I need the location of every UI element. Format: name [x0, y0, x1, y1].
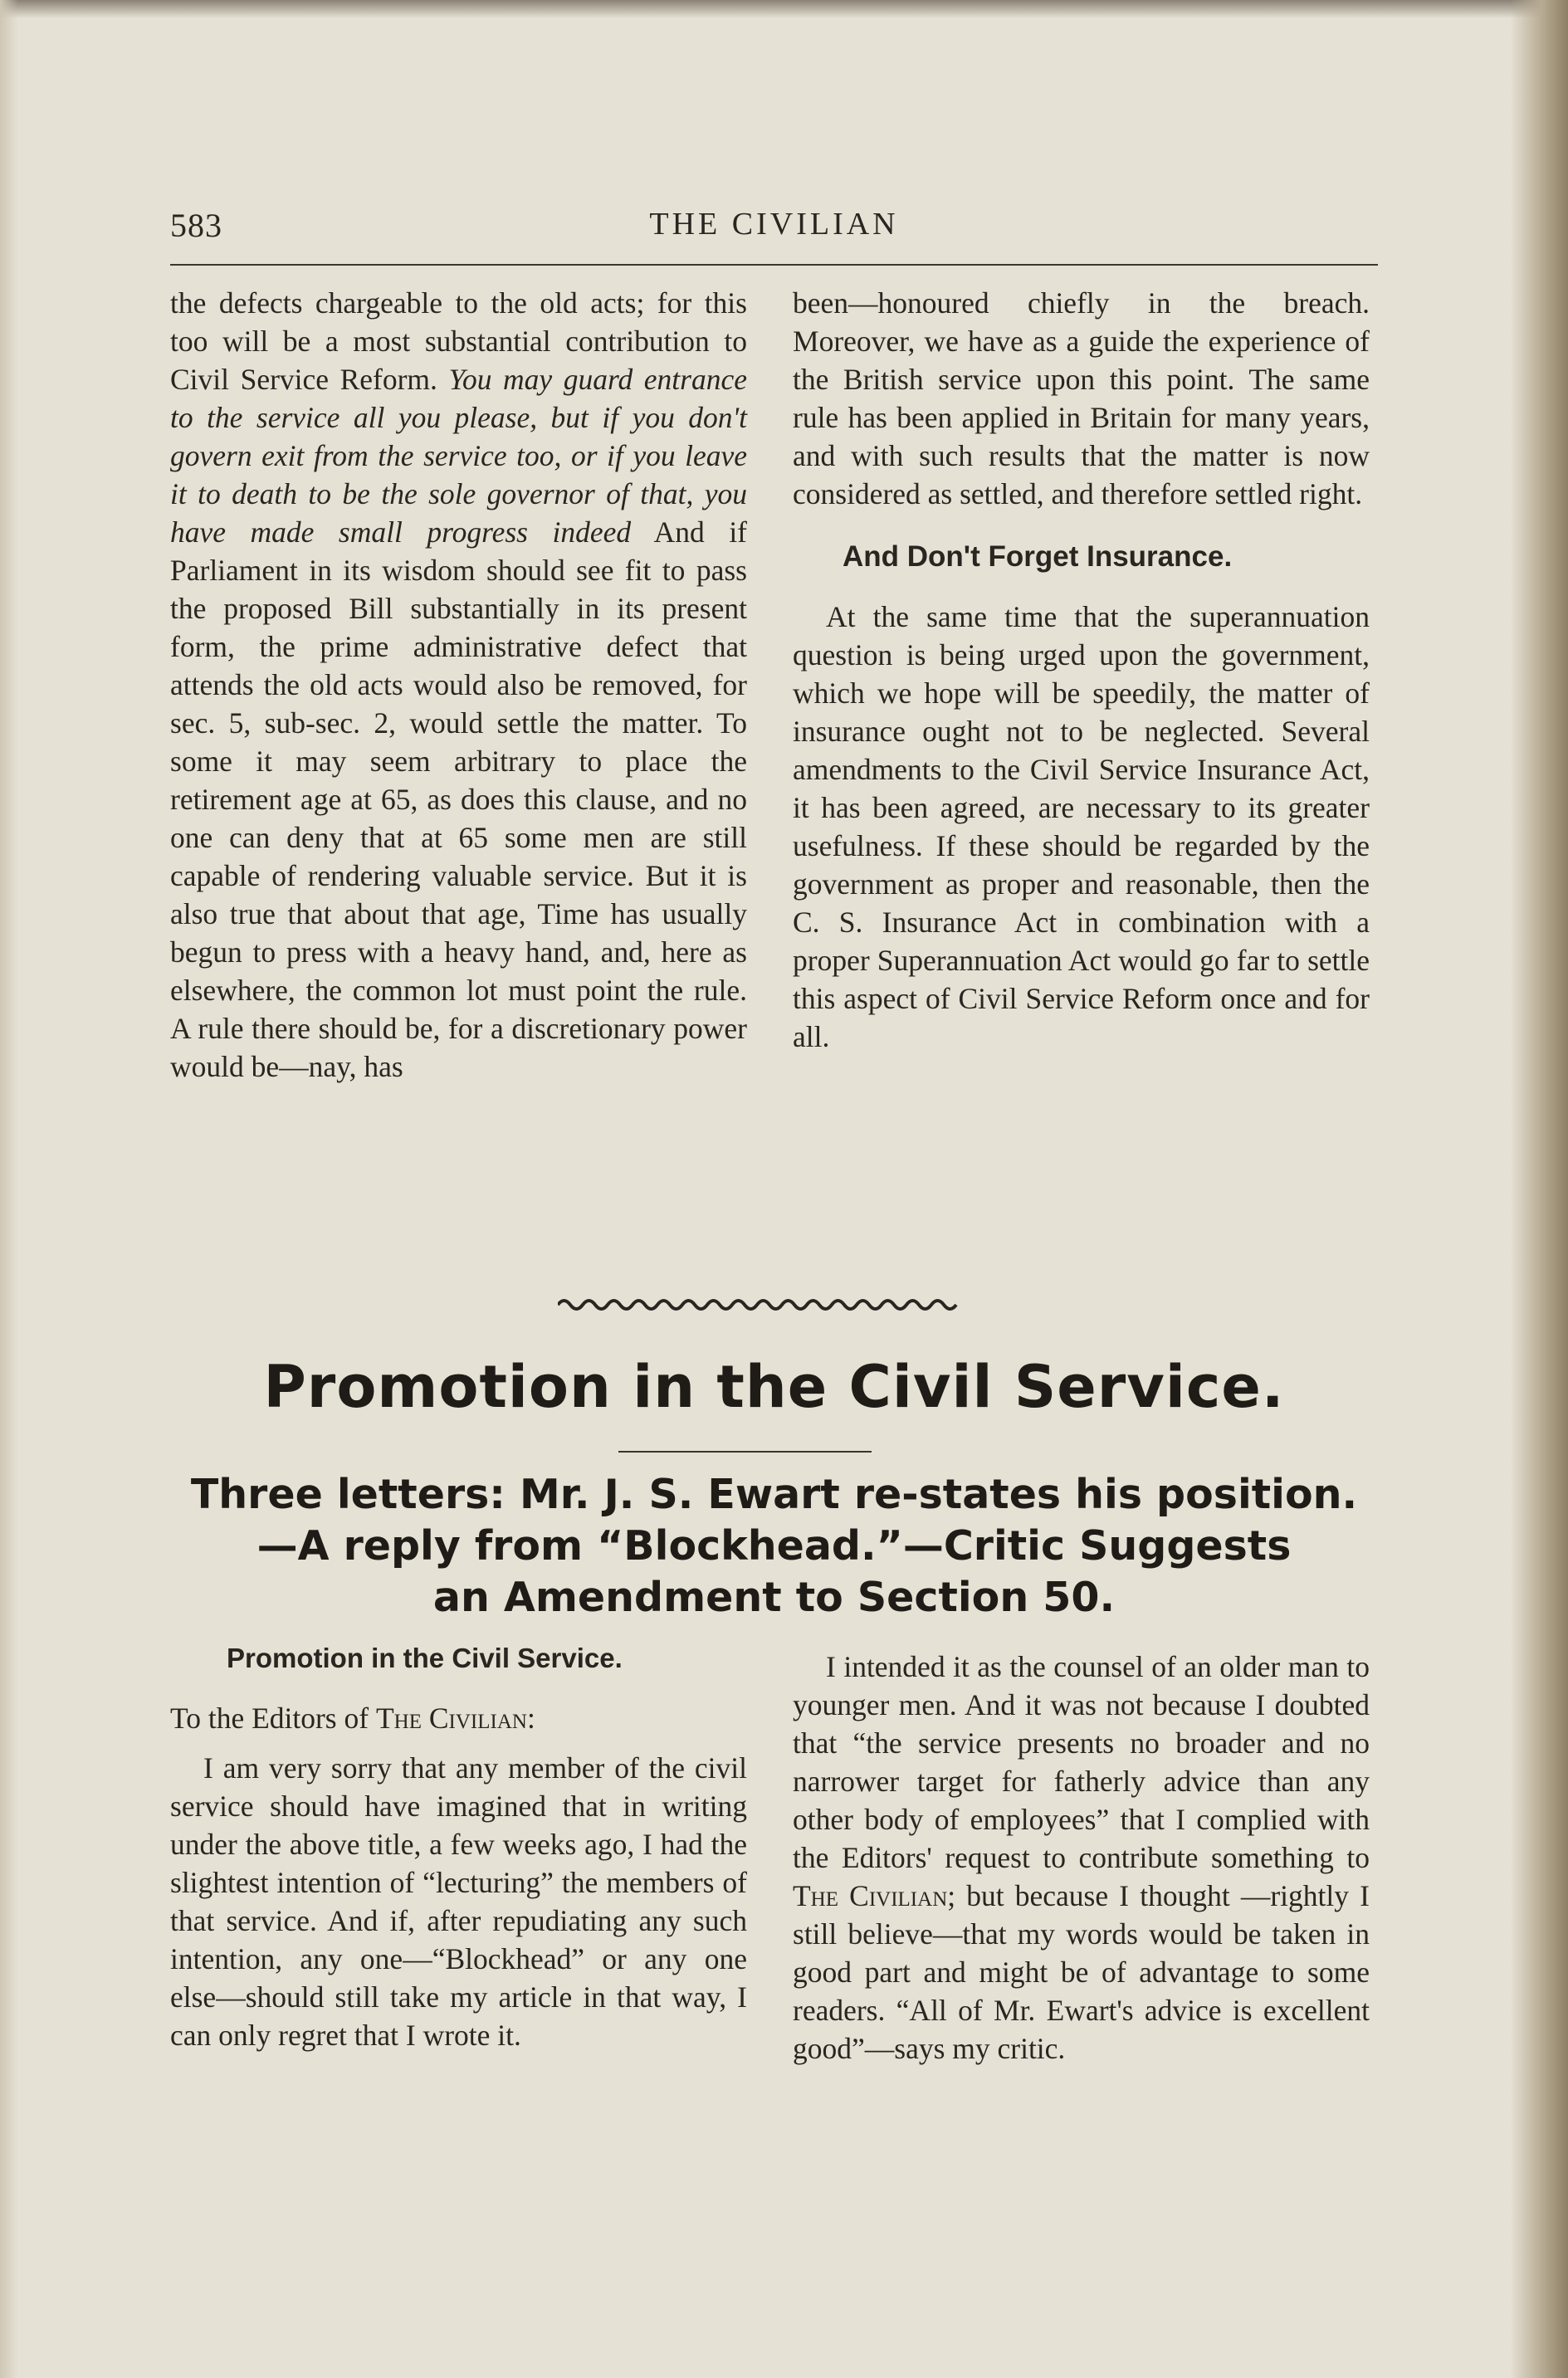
top-left-text-a: the defects chargeable to the old acts; for this too will be a most substantial contribution to Civil Service Reform. — [170, 286, 747, 396]
subtitle-line-1: Three letters: Mr. J. S. Ewart re-states his position. — [190, 1471, 1358, 1518]
top-left-italic-text: You may guard entrance to the service all you please, but if you don't govern exit from the service too, or if you leave it to death to be the sole governor of that, you have made small progress indeed — [170, 363, 747, 549]
top-left-paragraph — [170, 284, 747, 1086]
running-head: THE CIVILIAN — [649, 207, 899, 242]
top-right-paragraph-1: been—honoured chiefly in the breach. Moreover, we have as a guide the experience of the British service upon this point. The same rule has been applied in Britain for many years, and with such results that the matter is now considered as settled, and therefore settled right. — [793, 286, 1370, 510]
wavy-divider — [558, 1295, 960, 1315]
letter-text-a: I intended it as the counsel of an older man to younger men. And it was not because I doubted that “the service presents no broader and no narrower target for fatherly advice than any other body of employees” that I complied with the Editors' request to contribute something to — [793, 1650, 1370, 1874]
salutation-publication: The Civilian — [375, 1702, 527, 1735]
top-left-column — [170, 284, 747, 1086]
title-rule — [618, 1451, 872, 1453]
bottom-right-column — [793, 1648, 1370, 2068]
article-title: Promotion in the Civil Service. — [263, 1353, 1285, 1421]
letter-paragraph-1: I am very sorry that any member of the civil service should have imagined that in writing under the above title, a few weeks ago, I had the slightest intention of “lecturing” the members of that service. And if, after repudiating any such intention, any one—“Blockhead” or any one else—should still take my article in that way, I can only regret that I wrote it. — [170, 1751, 747, 2052]
page-left-edge — [0, 0, 18, 2378]
top-right-paragraph-2: At the same time that the superannuation question is being urged upon the government, which we hope will be speedily, the matter of insurance ought not to be neglected. Several amendments to the Civil Service Insurance Act, it has been agreed, are necessary to its greater usefulness. If these should be regarded by the government as proper and reasonable, then the C. S. Insurance Act in combination with a proper Superannuation Act would go far to settle this aspect of Civil Service Reform once and for all. — [793, 600, 1370, 1053]
page-number: 583 — [170, 207, 222, 244]
top-right-column — [793, 284, 1370, 1056]
letter-text-b: ; but because I thought —rightly I still believe—that my words would be taken in good part and might be of advantage to some readers. “All of Mr. Ewart's advice is excellent good”—says my critic. — [793, 1879, 1370, 2065]
page-right-edge — [1510, 0, 1568, 2378]
page-header — [170, 199, 1378, 249]
letter-paragraph-2 — [793, 1648, 1370, 2068]
salutation-text: To the Editors of — [170, 1702, 376, 1735]
article-subtitle — [170, 1469, 1378, 1624]
page-top-shadow — [0, 0, 1568, 18]
letter-heading: Promotion in the Civil Service. — [227, 1643, 623, 1673]
top-left-text-b: And if Parliament in its wisdom should see fit to pass the proposed Bill substantially in its present form, the prime administrative defect that attends the old acts would also be removed, for sec. 5, sub-sec. 2, would settle the matter. To some it may seem arbitrary to place the retirement age at 65, as does this clause, and no one can deny that at 65 some men are still capable of rendering valuable service. But it is also true that about that age, Time has usually begun to press with a heavy hand, and, here as elsewhere, the common lot must point the rule. A rule there should be, for a discretionary power would be—nay, has — [170, 515, 747, 1083]
subtitle-line-3: an Amendment to Section 50. — [432, 1574, 1116, 1621]
bottom-left-column — [170, 1639, 747, 2054]
letter-publication: The Civilian — [793, 1879, 948, 1912]
insurance-subheading: And Don't Forget Insurance. — [843, 540, 1233, 573]
header-rule — [170, 264, 1378, 266]
salutation-colon: : — [526, 1702, 535, 1735]
subtitle-line-2: —A reply from “Blockhead.”—Critic Suggests — [256, 1522, 1292, 1570]
letter-salutation — [170, 1699, 747, 1737]
